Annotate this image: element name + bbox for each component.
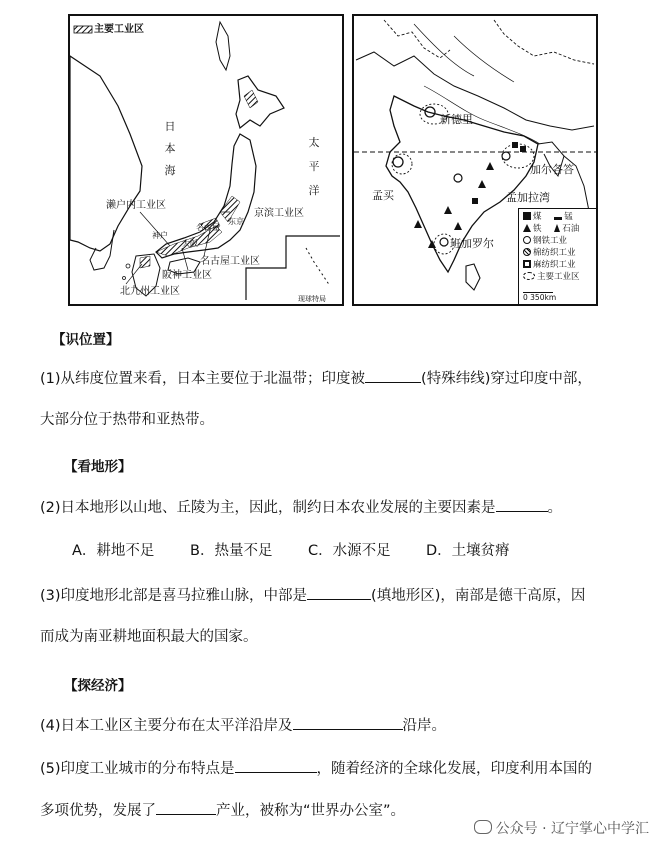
mainland-coastline — [70, 56, 142, 251]
label-setouchi: 濑户内工业区 — [106, 200, 166, 211]
industrial-zone-icon — [523, 272, 535, 280]
answer-blank-1[interactable] — [365, 368, 421, 383]
question-1-line-1: (1)从纬度位置来看，日本主要位于北温带；印度被 (特殊纬线)穿过印度中部， — [40, 368, 592, 389]
coal-mark — [520, 146, 526, 152]
legend-coal: 煤 — [533, 212, 542, 222]
label-kobe: 神户 — [152, 231, 168, 240]
answer-blank-6[interactable] — [156, 800, 216, 815]
label-pacific-2: 平 — [308, 160, 320, 173]
question-5-line-2: 多项优势，发展了 产业，被称为“世界办公室”。 — [40, 800, 405, 821]
steel-industry-icon — [523, 236, 531, 244]
label-bangalore: 班加罗尔 — [450, 237, 494, 250]
section-economy: 【探经济】 — [64, 678, 132, 694]
option-b[interactable]: B．热量不足 — [190, 543, 273, 559]
wechat-icon — [474, 820, 492, 834]
scale-label: 0 350km — [523, 293, 557, 302]
label-nagoya-region: 名古屋工业区 — [200, 256, 260, 267]
legend-cotton: 棉纺织工业 — [533, 248, 576, 258]
answer-blank-5[interactable] — [235, 758, 317, 773]
cotton-mark — [440, 238, 448, 246]
option-c[interactable]: C．水源不足 — [308, 543, 391, 559]
label-keihin: 京滨工业区 — [254, 208, 304, 219]
question-1-line-2: 大部分位于热带和亚热带。 — [40, 412, 214, 428]
coal-mark — [512, 142, 518, 148]
question-3-line-2: 而成为南亚耕地面积最大的国家。 — [40, 629, 258, 645]
coal-mark — [472, 198, 478, 204]
label-sea-of-japan-1: 日 — [164, 120, 176, 133]
iron-mark — [454, 222, 462, 230]
sri-lanka — [466, 264, 480, 290]
label-tokyo: 东京 — [228, 217, 244, 226]
oil-mark — [428, 240, 436, 248]
iron-icon — [523, 224, 531, 232]
label-kitakyushu: 北九州工业区 — [120, 286, 180, 297]
section-locate: 【识位置】 — [52, 332, 120, 348]
legend-manganese: 锰 — [564, 212, 573, 222]
cotton-textile-icon — [523, 248, 531, 256]
label-nagoya-city: 名古屋 — [196, 223, 220, 232]
hokkaido — [236, 76, 284, 128]
sakhalin — [216, 22, 230, 70]
coal-icon — [523, 212, 531, 220]
label-sea-of-japan-2: 本 — [164, 142, 176, 155]
answer-blank-4[interactable] — [293, 715, 403, 730]
answer-blank-2[interactable] — [496, 497, 548, 512]
japan-legend-label: 主要工业区 — [94, 24, 144, 35]
label-pacific-3: 洋 — [308, 184, 320, 197]
iron-mark — [486, 162, 494, 170]
label-sea-of-japan-3: 海 — [164, 164, 176, 177]
option-a[interactable]: A．耕地不足 — [72, 543, 155, 559]
ryukyu-islands — [306, 248, 330, 286]
question-4: (4)日本工业区主要分布在太平洋沿岸及 沿岸。 — [40, 715, 446, 736]
label-kolkata: 加尔各答 — [530, 163, 574, 176]
section-terrain: 【看地形】 — [64, 459, 132, 475]
option-d[interactable]: D．土壤贫瘠 — [426, 543, 510, 559]
kitakyushu-belt — [140, 256, 150, 268]
question-3-line-1: (3)印度地形北部是喜马拉雅山脉，中部是 (填地形区)，南部是德干高原，因 — [40, 585, 585, 606]
legend-steel: 钢铁工业 — [533, 236, 568, 246]
legend-oil: 石油 — [562, 224, 580, 234]
label-bay-of-bengal: 孟加拉湾 — [506, 191, 550, 204]
label-hanshin: 阪神工业区 — [162, 270, 212, 281]
jute-textile-icon — [523, 260, 531, 268]
question-2: (2)日本地形以山地、丘陵为主，因此，制约日本农业发展的主要因素是 。 — [40, 497, 562, 518]
question-5-line-1: (5)印度工业城市的分布特点是 ，随着经济的全球化发展，印度利用本国的 — [40, 758, 592, 779]
india-map-legend — [518, 208, 598, 306]
legend-iron: 铁 — [533, 224, 542, 234]
watermark: 公众号 · 辽宁掌心中学汇 — [474, 818, 649, 838]
label-osaka: 大阪 — [182, 239, 198, 248]
hokkaido-belt — [244, 90, 258, 108]
india-industrial-map — [352, 14, 598, 306]
label-pacific-1: 太 — [308, 136, 320, 149]
manganese-icon — [554, 212, 562, 220]
inset-frame — [246, 236, 340, 300]
iron-mark — [444, 206, 452, 214]
label-new-delhi: 新德里 — [440, 113, 473, 126]
label-mumbai: 孟买 — [372, 189, 394, 202]
japan-industrial-map — [68, 14, 344, 306]
answer-blank-3[interactable] — [307, 585, 371, 600]
legend-jute: 麻纺织工业 — [533, 260, 576, 270]
map-source-tag: 现球特局 — [298, 295, 326, 303]
steel-mark — [502, 152, 510, 160]
steel-mark — [454, 174, 462, 182]
legend-hatch-swatch — [74, 26, 92, 33]
legend-industrial-zone: 主要工业区 — [537, 272, 580, 282]
iron-mark — [478, 180, 486, 188]
oil-mark — [414, 220, 422, 228]
cotton-mark — [393, 157, 403, 167]
oil-icon — [554, 224, 560, 232]
